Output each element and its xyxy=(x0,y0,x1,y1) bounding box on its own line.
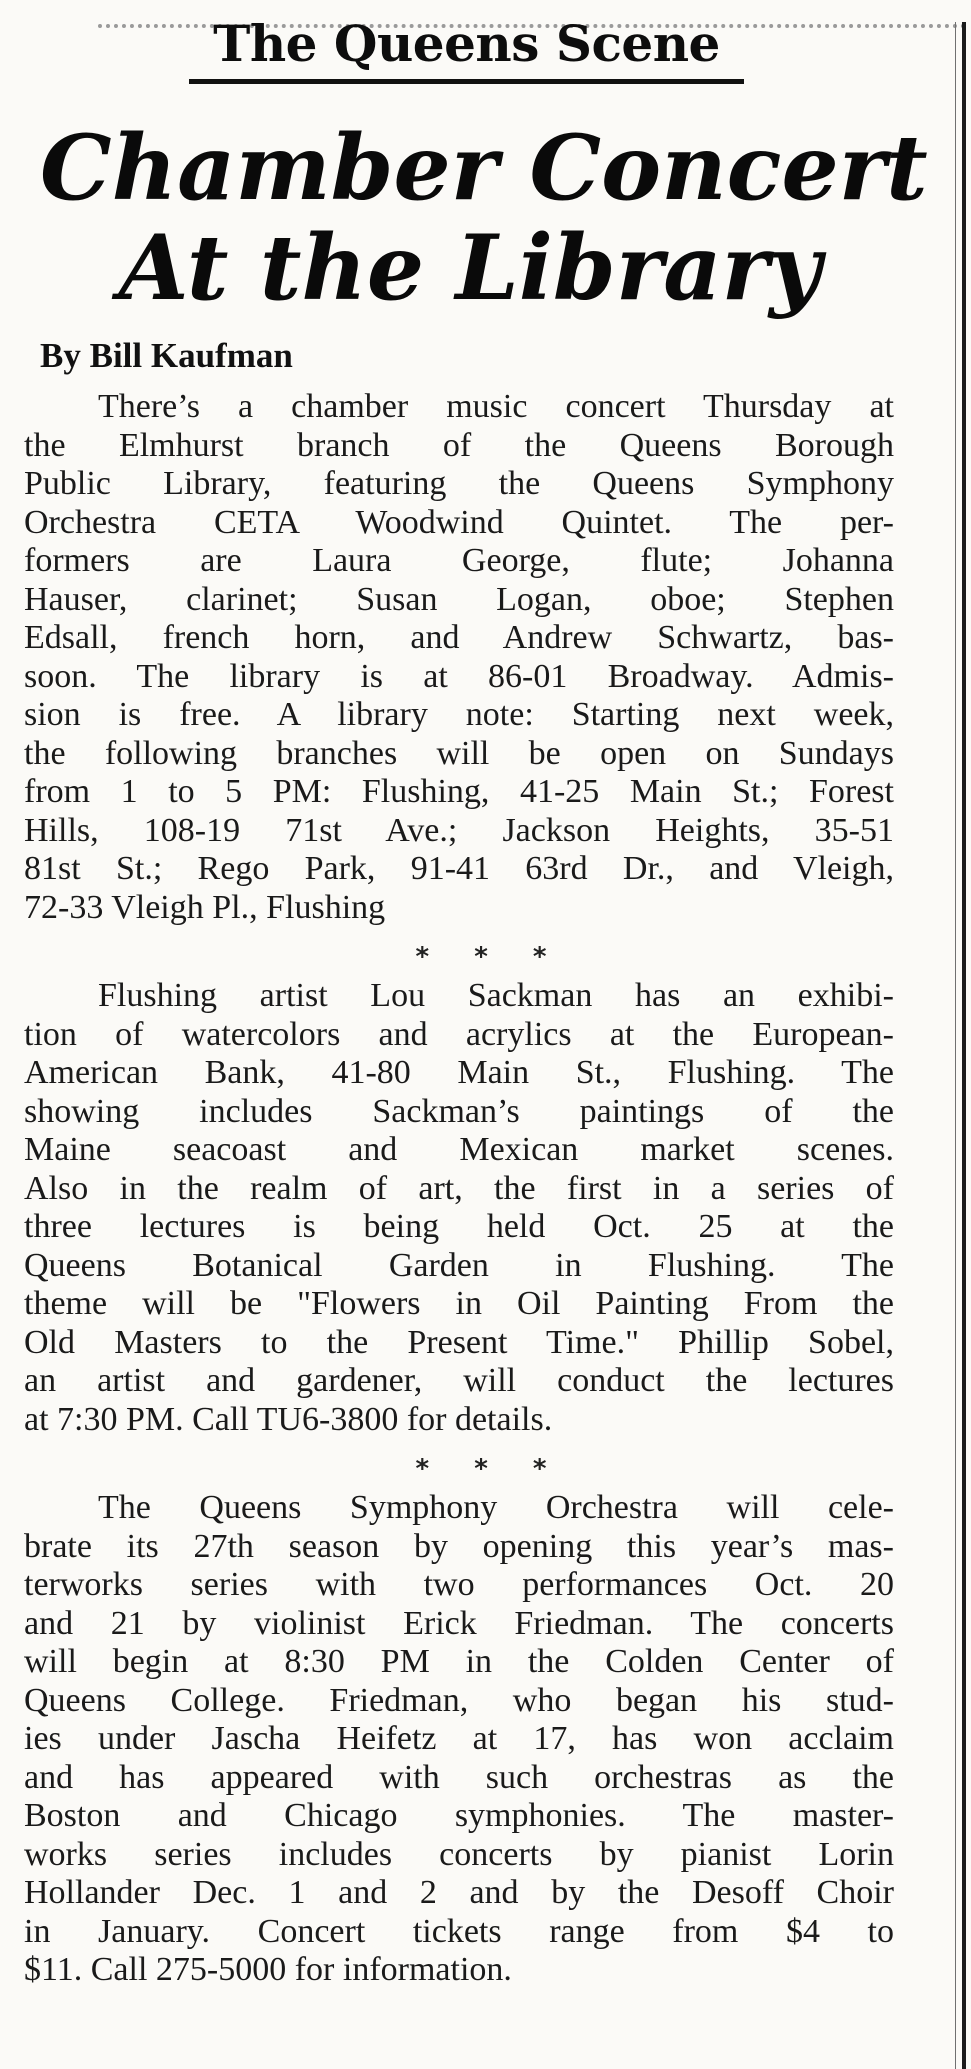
article-line: Hollander Dec. 1 and 2 and by the Desoff Choir xyxy=(24,1874,894,1911)
headline-line-1: Chamber Concert xyxy=(40,115,928,221)
article-line: 72-33 Vleigh Pl., Flushing xyxy=(24,888,386,926)
byline: By Bill Kaufman xyxy=(40,336,293,375)
article-line: Old Masters to the Present Time." Phillip Sobel, xyxy=(24,1323,894,1361)
article-line: the following branches will be open on Sundays xyxy=(24,734,894,772)
article-body xyxy=(24,388,894,1990)
headline xyxy=(40,115,928,321)
article-line: $11. Call 275-5000 for information. xyxy=(24,1951,512,1988)
article-line: the Elmhurst branch of the Queens Borough xyxy=(24,426,894,464)
article-line: soon. The library is at 86-01 Broadway. Admis- xyxy=(24,657,894,695)
article-line: Hauser, clarinet; Susan Logan, oboe; Stephen xyxy=(24,580,894,618)
column-rule-inner xyxy=(955,22,956,2069)
article-line: an artist and gardener, will conduct the lectures xyxy=(24,1362,894,1399)
article-line: and 21 by violinist Erick Friedman. The concerts xyxy=(24,1604,894,1642)
article-line: at 7:30 PM. Call TU6-3800 for details. xyxy=(24,1400,553,1438)
section-separator: * * * xyxy=(415,1454,565,1484)
paragraph-gap xyxy=(24,927,894,935)
article-line: formers are Laura George, flute; Johanna xyxy=(24,542,894,579)
section-title-underline xyxy=(189,79,744,84)
article-line: 81st St.; Rego Park, 91-41 63rd Dr., and Vleigh, xyxy=(24,850,894,887)
article-line: Boston and Chicago symphonies. The master- xyxy=(24,1797,894,1834)
article-line: The Queens Symphony Orchestra will cele- xyxy=(98,1489,894,1526)
article-line: and has appeared with such orchestras as the xyxy=(24,1758,894,1796)
article-line: brate its 27th season by opening this year’s mas- xyxy=(24,1527,894,1565)
section-separator: * * * xyxy=(415,942,565,972)
column-rule xyxy=(962,22,966,2069)
article-line: Orchestra CETA Woodwind Quintet. The per- xyxy=(24,503,894,541)
article-line: three lectures is being held Oct. 25 at the xyxy=(24,1208,894,1245)
article-line: Flushing artist Lou Sackman has an exhibi- xyxy=(98,977,894,1014)
article-line: Maine seacoast and Mexican market scenes. xyxy=(24,1131,894,1168)
article-line: theme will be "Flowers in Oil Painting From the xyxy=(24,1285,894,1322)
paragraph-gap xyxy=(24,1439,894,1447)
article-line: works series includes concerts by pianist Lorin xyxy=(24,1835,894,1873)
article-line: showing includes Sackman’s paintings of the xyxy=(24,1092,894,1130)
article-line: There’s a chamber music concert Thursday at xyxy=(98,388,894,425)
article-line: from 1 to 5 PM: Flushing, 41-25 Main St.; Forest xyxy=(24,773,894,810)
article-line: Queens College. Friedman, who began his stud- xyxy=(24,1681,894,1719)
article-line: American Bank, 41-80 Main St., Flushing. The xyxy=(24,1054,894,1091)
headline-line-2: At the Library xyxy=(118,215,822,321)
article-line: will begin at 8:30 PM in the Colden Center of xyxy=(24,1643,894,1680)
article-line: sion is free. A library note: Starting next week, xyxy=(24,696,894,733)
article-line: Also in the realm of art, the first in a series of xyxy=(24,1169,894,1207)
article-line: terworks series with two performances Oct. 20 xyxy=(24,1566,894,1603)
article-line: Queens Botanical Garden in Flushing. The xyxy=(24,1246,894,1284)
article-line: ies under Jascha Heifetz at 17, has won acclaim xyxy=(24,1720,894,1757)
section-title: The Queens Scene xyxy=(213,14,720,73)
article-line: in January. Concert tickets range from $4 to xyxy=(24,1912,894,1950)
article-line: Public Library, featuring the Queens Symphony xyxy=(24,465,894,502)
article-line: Edsall, french horn, and Andrew Schwartz, bas- xyxy=(24,619,894,656)
article-line: tion of watercolors and acrylics at the European- xyxy=(24,1015,894,1053)
article-line: Hills, 108-19 71st Ave.; Jackson Heights, 35-51 xyxy=(24,811,894,849)
